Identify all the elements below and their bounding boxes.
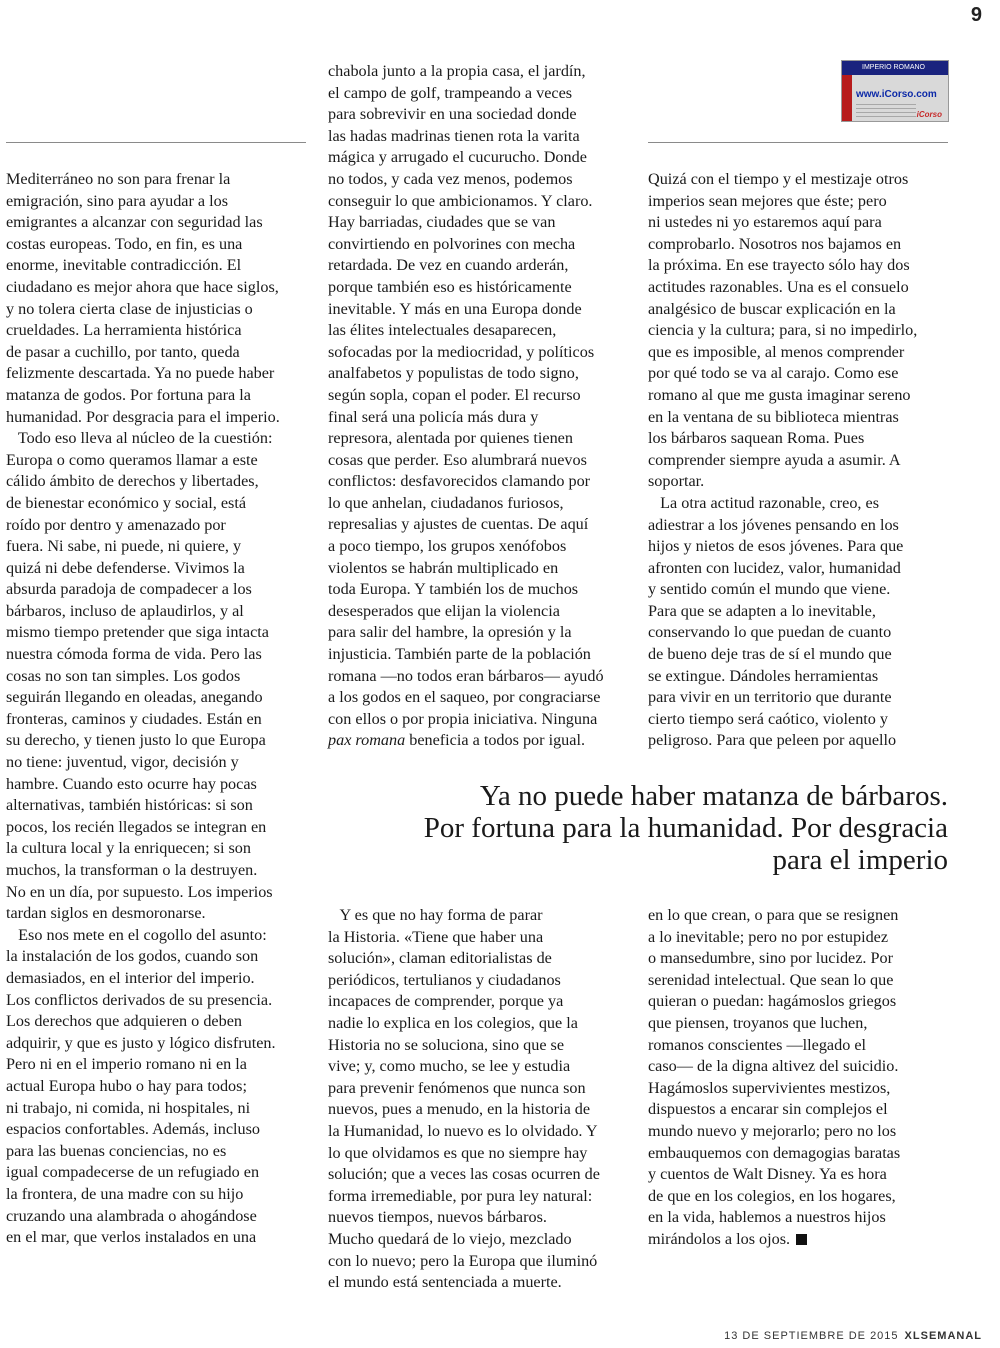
text-line: romanos conscientes —llegado el [648, 1035, 867, 1054]
banner-brand: iCorso [916, 110, 942, 119]
text-line: Historia no se soluciona, sino que se [328, 1035, 565, 1054]
text-line: nuevos, pues a menudo, en la historia de [328, 1100, 591, 1119]
text-line: lo que anhelan, ciudadanos furiosos, [328, 493, 564, 512]
text-line: Los derechos que adquieren o deben [6, 1012, 242, 1031]
text-line: sofocadas por la mediocridad, y políticos [328, 342, 595, 361]
text-line: su derecho, y tienen justo lo que Europa [6, 731, 266, 750]
text-line: Hay barriadas, ciudades que se van [328, 213, 556, 232]
text-line: para sobrevivir en una sociedad donde [328, 105, 577, 124]
text-line: y no tolera cierta clase de injusticias o [6, 299, 253, 318]
text-line: Mediterráneo no son para frenar la [6, 170, 231, 188]
text-line: costas europeas. Todo, en fin, es una [6, 234, 243, 253]
text-line: y cuentos de Walt Disney. Ya es hora [648, 1165, 887, 1184]
text-line: comprobarlo. Nosotros nos bajamos en [648, 234, 902, 253]
page-number: 9 [970, 4, 982, 26]
text-line: conseguir lo que ambicionamos. Y claro. [328, 191, 593, 210]
text-line: que piensen, troyanos que luchen, [648, 1013, 868, 1032]
text-line: para vivir en un territorio que durante [648, 688, 892, 707]
text-line: mundo nuevo y mejorarlo; pero no los [648, 1121, 897, 1140]
text-line: de que en los colegios, en los hogares, [648, 1186, 896, 1205]
text-line: de pasar a cuchillo, por tanto, queda [6, 342, 240, 361]
column-3-top-text [648, 169, 958, 752]
text-line: fronteras, caminos y ciudades. Están en [6, 709, 262, 728]
text-line: retardada. De vez en cuando arderán, [328, 256, 569, 275]
text-line: alternativas, también históricas: si son [6, 796, 253, 815]
text-line: solución; que a veces las cosas ocurren de [328, 1165, 600, 1184]
text-line: quieran o puedan: hagámoslos griegos [648, 992, 897, 1011]
pull-quote-line: Ya no puede haber matanza de bárbaros. [479, 780, 948, 812]
text-line: violentos se habrán multiplicado en [328, 558, 559, 577]
text-line: el mundo está sentenciada a muerte. [328, 1273, 562, 1292]
text-line: mismo tiempo pretender que siga intacta [6, 623, 269, 642]
text-line: analfabetos y populistas de todo signo, [328, 364, 579, 383]
text-line: el campo de golf, trampeando a veces [328, 83, 573, 102]
text-line: los bárbaros saquean Roma. Pues [648, 429, 865, 448]
italic-phrase: pax romana [328, 731, 406, 750]
text-line: cálido ámbito de derechos y libertades, [6, 472, 259, 491]
text-line: mágica y arrugado el cucurucho. Donde [328, 148, 587, 167]
text-line: la Humanidad, lo nuevo es lo olvidado. Y [328, 1121, 598, 1140]
text-line: Pero ni en el imperio romano ni en la [6, 1055, 247, 1074]
text-line: desesperados que elijan la violencia [328, 601, 560, 620]
text-line: demasiados, en el interior del imperio. [6, 968, 255, 987]
text-line: la cultura local y la enriquecen; si son [6, 839, 251, 858]
text-line: pocos, los recién llegados se integran en [6, 817, 267, 836]
text-line: final será una policía más dura y [328, 407, 539, 426]
text-line: injusticia. También parte de la población [328, 645, 591, 664]
pull-quote-line: Por fortuna para la humanidad. Por desgracia [423, 812, 948, 844]
text-line: ni trabajo, ni comida, ni hospitales, ni [6, 1098, 251, 1117]
text-line: Todo eso lleva al núcleo de la cuestión: [6, 429, 273, 448]
text-fragment: mirándolos a los ojos. [648, 1229, 791, 1248]
column-1-text [6, 169, 316, 1249]
text-line: para salir del hambre, la opresión y la [328, 623, 572, 642]
text-line: de bienestar económico y social, está [6, 493, 247, 512]
text-line: enorme, inevitable contradicción. El [6, 256, 242, 275]
text-line: para prevenir fenómenos que nunca son [328, 1078, 586, 1097]
banner-top-text: IMPERIO ROMANO [862, 64, 926, 71]
column-2-top-text [328, 61, 638, 752]
text-line: por qué todo se va al carajo. Como ese [648, 364, 899, 383]
text-line: Y es que no hay forma de parar [328, 906, 543, 924]
column-rule-left [6, 142, 306, 143]
text-line: actitudes razonables. Una es el consuelo [648, 277, 909, 296]
text-line: soportar. [648, 472, 705, 491]
text-line: en la ventana de su biblioteca mientras [648, 407, 899, 426]
text-line: emigrantes a alcanzar con seguridad las [6, 213, 263, 232]
text-line: matanza de godos. Por fortuna para la [6, 385, 251, 404]
text-line: nuevos tiempos, nuevos bárbaros. [328, 1208, 547, 1227]
text-line: y sentido común el mundo que viene. [648, 580, 891, 599]
text-line: incapaces de comprender, porque ya [328, 992, 564, 1011]
text-line: peligroso. Para que peleen por aquello [648, 731, 897, 750]
text-line: forma irremediable, por pura ley natural: [328, 1186, 593, 1205]
text-line: hambre. Cuando esto ocurre hay pocas [6, 774, 257, 793]
footer-brand: XLSEMANAL [904, 1330, 982, 1342]
text-line: a lo inevitable; pero no por estupidez [648, 927, 889, 946]
text-line: cosas no son tan simples. Los godos [6, 666, 241, 685]
text-line: no tiene: juventud, vigor, decisión y [6, 753, 239, 772]
text-line: Para que se adapten a lo inevitable, [648, 601, 876, 620]
page-footer [724, 1330, 982, 1342]
footer-date: 13 DE SEPTIEMBRE DE 2015 [724, 1330, 899, 1342]
text-line: la próxima. En ese trayecto sólo hay dos [648, 256, 910, 275]
text-line: la Historia. «Tiene que haber una [328, 927, 544, 946]
text-line: nadie lo explica en los colegios, que la [328, 1013, 578, 1032]
text-line: Los conflictos derivados de su presencia. [6, 990, 273, 1009]
text-line: en lo que crean, o para que se resignen [648, 906, 899, 924]
pull-quote-line: para el imperio [772, 844, 948, 876]
banner-url: www.iCorso.com [856, 89, 937, 100]
text-line: porque también eso es históricamente [328, 277, 572, 296]
text-line: o mansedumbre, sino por lucidez. Por [648, 949, 894, 968]
text-line: lo que olvidamos es que no siempre hay [328, 1143, 588, 1162]
text-line: las élites intelectuales desaparecen, [328, 321, 557, 340]
text-fragment: beneficia a todos por igual. [405, 731, 585, 750]
text-line: ni ustedes ni yo estaremos aquí para [648, 213, 882, 232]
text-line: caso— de la digna altivez del suicidio. [648, 1057, 899, 1076]
text-line: felizmente descartada. Ya no puede haber [6, 364, 275, 383]
text-line: cruzando una alambrada o ahogándose [6, 1206, 257, 1225]
text-line: vive; y, como mucho, se lee y estudia [328, 1057, 571, 1076]
text-line: la instalación de los godos, cuando son [6, 947, 259, 966]
end-of-article-mark-icon [796, 1234, 807, 1245]
text-line: Mucho quedará de lo viejo, mezclado [328, 1229, 572, 1248]
text-line: igual compadecerse de un refugiado en [6, 1163, 260, 1182]
text-line: No en un día, por supuesto. Los imperios [6, 882, 273, 901]
text-line: nuestra cómoda forma de vida. Pero las [6, 645, 262, 664]
text-line: a poco tiempo, los grupos xenófobos [328, 537, 567, 556]
text-line: Eso nos mete en el cogollo del asunto: [6, 925, 267, 944]
text-line: la frontera, de una madre con su hijo [6, 1184, 244, 1203]
text-line: de bueno deje tras de sí el mundo que [648, 645, 892, 664]
text-line [328, 730, 638, 752]
text-line: quizá ni debe defenderse. Vivimos la [6, 558, 245, 577]
text-line: crueldades. La herramienta histórica [6, 321, 242, 340]
text-line: se extingue. Dándoles herramientas [648, 666, 879, 685]
text-line: actual Europa hubo o hay para todos; [6, 1076, 247, 1095]
column-rule-right [648, 142, 948, 143]
text-line: absurda paradoja de compadecer a los [6, 580, 252, 599]
text-line: bárbaros, incluso de aplaudirlos, y al [6, 601, 244, 620]
text-line: con lo nuevo; pero la Europa que iluminó [328, 1251, 598, 1270]
text-line: seguirán llegando en oleadas, anegando [6, 688, 263, 707]
text-line: dispuestos a encarar sin complejos el [648, 1100, 888, 1119]
text-line: cierto tiempo será caótico, violento y [648, 709, 889, 728]
text-line: La otra actitud razonable, creo, es [648, 493, 880, 512]
text-line: muchos, la transforman o la destruyen. [6, 861, 258, 879]
text-line: ciudadano es mejor ahora que hace siglos, [6, 277, 279, 296]
text-line: espacios confortables. Además, incluso [6, 1120, 260, 1139]
icorso-banner-image [841, 60, 949, 122]
text-line: romana —no todos eran bárbaros— ayudó [328, 666, 604, 685]
text-line: chabola junto a la propia casa, el jardín, [328, 62, 586, 80]
text-line: para las buenas conciencias, no es [6, 1141, 227, 1160]
text-line: a los godos en el saqueo, por congraciarse [328, 688, 601, 707]
text-line: analgésico de buscar explicación en la [648, 299, 896, 318]
text-line: que es imposible, al menos comprender [648, 342, 905, 361]
text-line: cosas que perder. Eso alumbrará nuevos [328, 450, 587, 469]
text-line: conflictos: desfavorecidos clamando por [328, 472, 591, 491]
text-line: embauquemos con demagogias baratas [648, 1143, 901, 1162]
text-line: fuera. Ni sabe, ni puede, ni quiere, y [6, 537, 242, 556]
text-line: Hagámoslos supervivientes mestizos, [648, 1078, 891, 1097]
text-line: con ellos o por propia iniciativa. Ninguna [328, 709, 598, 728]
text-line: toda Europa. Y también los de muchos [328, 580, 579, 599]
text-line: romano al que me gusta imaginar sereno [648, 385, 911, 404]
column-2-bottom-text [328, 905, 638, 1294]
text-line: conservando lo que puedan de cuanto [648, 623, 892, 642]
text-line: convirtiendo en polvorines con mecha [328, 234, 576, 253]
text-line: roído por dentro y amenazado por [6, 515, 226, 534]
text-line: tardan siglos en desmoronarse. [6, 904, 206, 923]
text-line: periódicos, tertulianos y ciudadanos [328, 970, 561, 989]
text-line: represalias y ajustes de cuentas. De aquí [328, 515, 589, 534]
text-line: en la vida, hablemos a nuestros hijos [648, 1208, 886, 1227]
text-line: comprender siempre ayuda a asumir. A [648, 450, 901, 469]
text-line: según sopla, copan el poder. El recurso [328, 385, 581, 404]
text-line: adquirir, y que es justo y lógico disfruten. [6, 1033, 276, 1052]
pull-quote [330, 780, 948, 876]
text-line: hijos y nietos de esos jóvenes. Para que [648, 537, 904, 556]
column-3-bottom-text [648, 905, 958, 1251]
text-line: represora, alentada por quienes tienen [328, 429, 573, 448]
text-line [648, 1229, 958, 1251]
text-line: solución», claman editorialistas de [328, 949, 552, 968]
text-line: Quizá con el tiempo y el mestizaje otros [648, 170, 909, 188]
text-line: humanidad. Por desgracia para el imperio. [6, 407, 280, 426]
text-line: en el mar, que verlos instalados en una [6, 1228, 257, 1247]
text-line: no todos, y cada vez menos, podemos [328, 169, 573, 188]
text-line: ciencia y la cultura; para, si no impedirlo, [648, 321, 918, 340]
text-line: imperios sean mejores que éste; pero [648, 191, 887, 210]
text-line: adiestrar a los jóvenes pensando en los [648, 515, 899, 534]
text-line: inevitable. Y más en una Europa donde [328, 299, 582, 318]
text-line: emigración, sino para ayudar a los [6, 191, 229, 210]
text-line: afronten con lucidez, valor, humanidad [648, 558, 901, 577]
text-line: las hadas madrinas tienen rota la varita [328, 126, 580, 145]
text-line: Europa o como queramos llamar a este [6, 450, 258, 469]
text-line: serenidad intelectual. Que sean lo que [648, 970, 894, 989]
